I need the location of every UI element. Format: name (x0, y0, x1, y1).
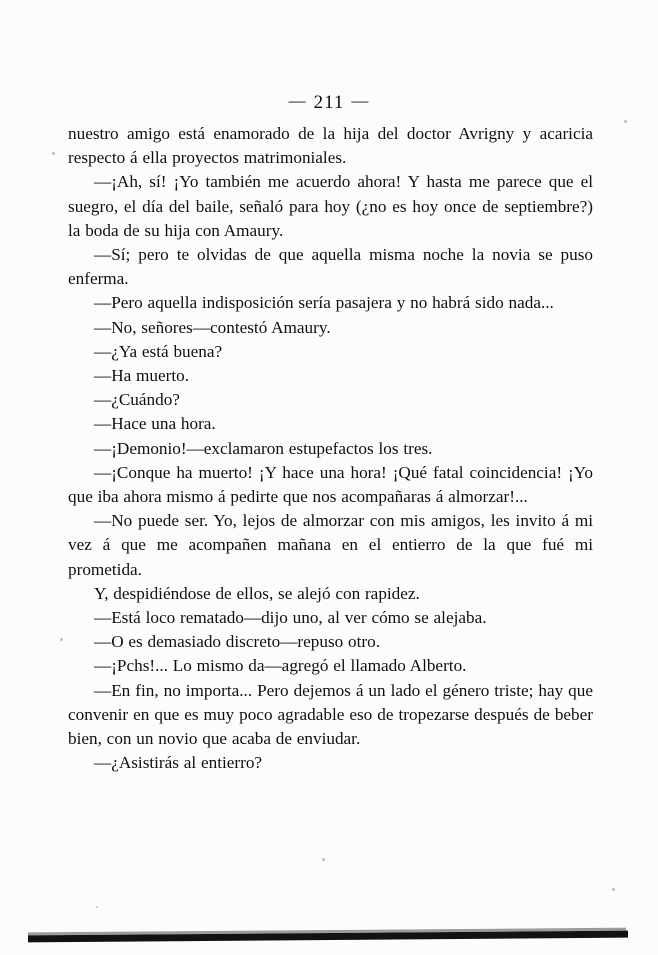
paragraph: —¿Ya está buena? (94, 341, 223, 361)
page-number-dash-right: — (351, 91, 370, 110)
paragraph: —No, señores—contestó Amaury. (94, 317, 331, 337)
paragraph: —¡Pchs!... Lo mismo da—agregó el llamado Alberto. (94, 656, 467, 676)
paragraph: —¡Ah, sí! ¡Yo también me acuerdo ahora! Y hasta me parece que el suegro, el día del baile, señaló para hoy (¿no es hoy once de septiembre?) la boda de su hija con Amaury. (68, 172, 593, 240)
paragraph: —¿Asistirás al entierro? (94, 753, 263, 773)
paragraph: Y, despidiéndose de ellos, se alejó con rapidez. (94, 583, 420, 603)
scan-speck (624, 120, 627, 123)
scan-speck (612, 888, 615, 891)
scan-speck (60, 638, 63, 641)
page-number (0, 92, 658, 114)
body-text (68, 122, 593, 775)
page-number-value: 211 (313, 92, 345, 113)
paragraph: —Hace una hora. (94, 414, 216, 434)
paragraph: —O es demasiado discreto—repuso otro. (94, 632, 381, 652)
paragraph: —En fin, no importa... Pero dejemos á un lado el género triste; hay que convenir en que es muy poco agradable eso de tropezarse después de beber bien, con un novio que acaba de enviudar. (68, 680, 593, 749)
paragraph: —¿Cuándo? (94, 390, 180, 410)
paragraph: —¡Conque ha muerto! ¡Y hace una hora! ¡Qué fatal coincidencia! ¡Yo que iba ahora mismo á pedirte que nos acompañaras á almorzar!... (68, 462, 593, 507)
scan-speck (96, 906, 98, 908)
paragraph: —No puede ser. Yo, lejos de almorzar con mis amigos, les invito á mi vez á que me acompañen mañana en el entierro de la que fué mi prometida. (68, 511, 593, 579)
paragraph: —¡Demonio!—exclamaron estupefactos los tres. (94, 438, 433, 458)
paragraph: —Está loco rematado—dijo uno, al ver cómo se alejaba. (94, 608, 487, 628)
paragraph: —Sí; pero te olvidas de que aquella misma noche la novia se puso enferma. (68, 245, 593, 289)
paragraph: nuestro amigo está enamorado de la hija del doctor Avrigny y acaricia respecto á ella proyectos matrimoniales. (68, 124, 593, 168)
scan-speck (52, 152, 55, 155)
page-edge-shadow (28, 930, 628, 941)
page-number-dash-left: — (288, 91, 307, 110)
paragraph: —Pero aquella indisposición sería pasajera y no habrá sido nada... (94, 293, 554, 313)
scan-speck (322, 858, 325, 861)
paragraph: —Ha muerto. (94, 366, 190, 386)
